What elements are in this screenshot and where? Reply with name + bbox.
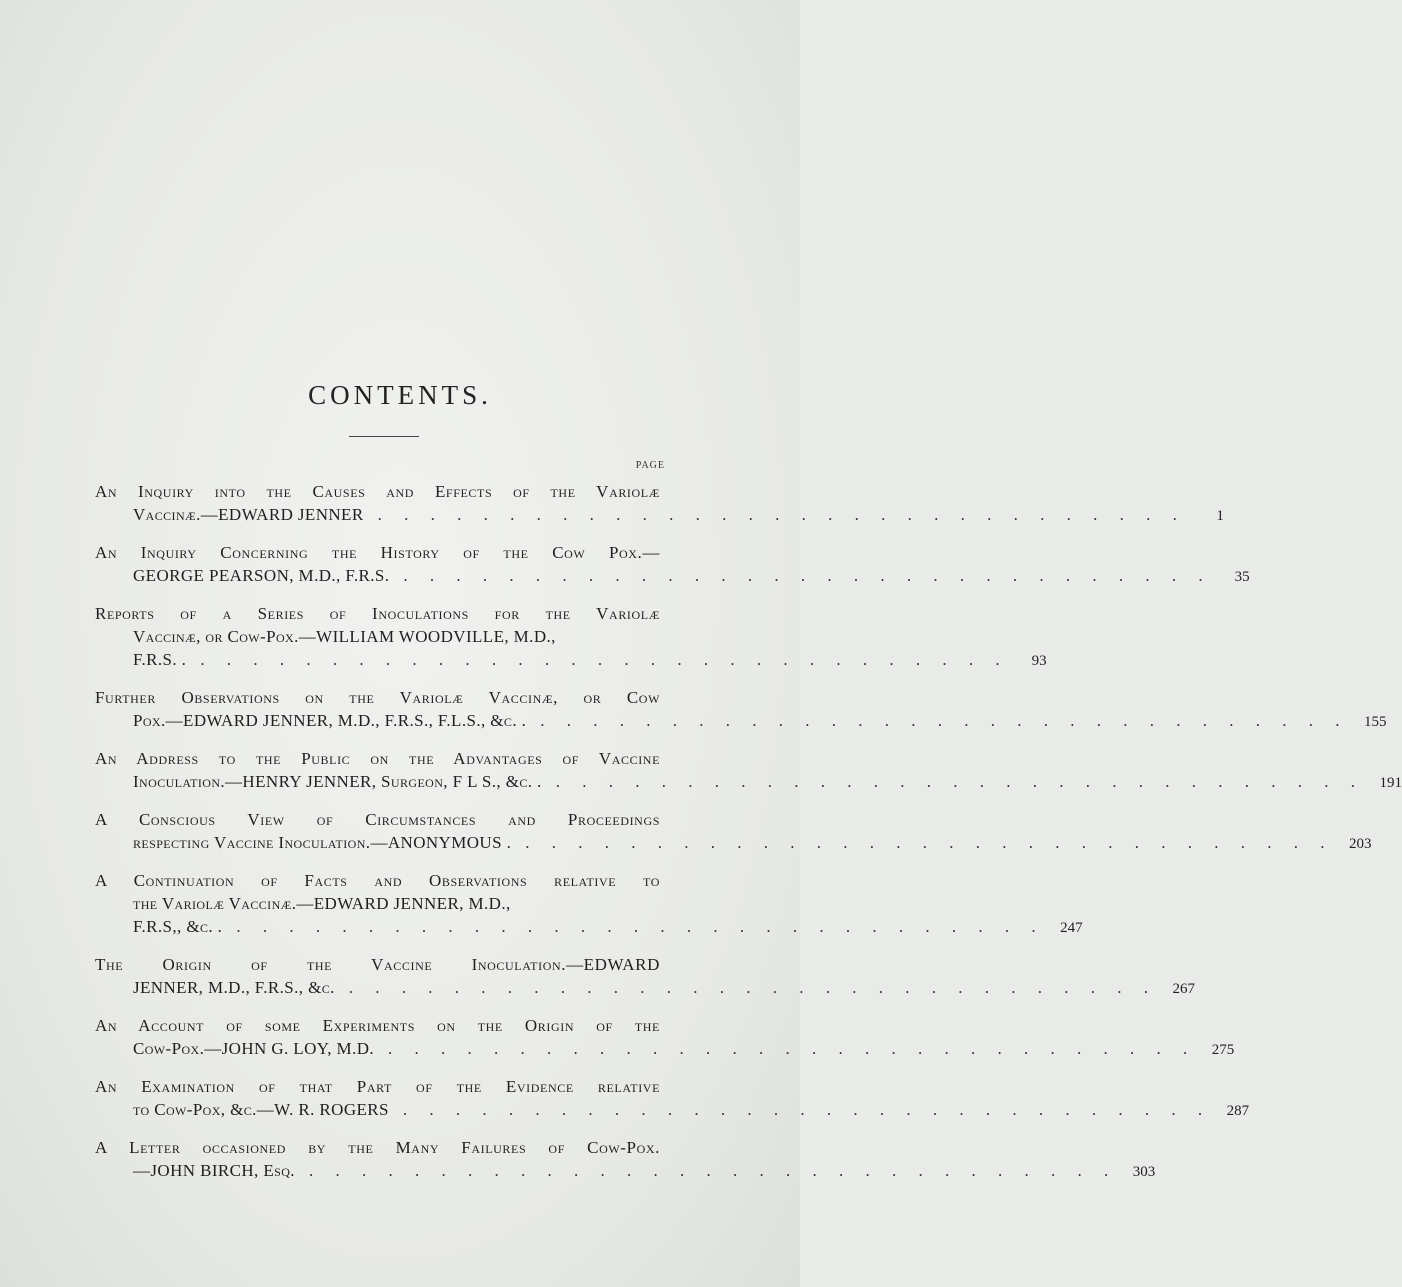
page-column-header: PAGE bbox=[635, 460, 665, 471]
dot-leader: . . . . . . . . . . . . . . . . . . . . . . . . . . . . . . . bbox=[403, 566, 1212, 585]
contents-entry bbox=[95, 1014, 1235, 1062]
entry-title-line: An Inquiry Concerning the History of the Cow Pox.— bbox=[95, 543, 660, 562]
contents-entry bbox=[95, 480, 1224, 528]
contents-entry bbox=[95, 808, 1372, 856]
page-number: 35 bbox=[1234, 569, 1250, 585]
entry-title-line: A Letter occasioned by the Many Failures of Cow-Pox. bbox=[95, 1138, 660, 1157]
contents-list bbox=[95, 480, 1402, 1197]
dot-leader: . . . . . . . . . . . . . . . . . . . . . . . . . . . . . . . bbox=[555, 772, 1364, 791]
entry-author-line: Vaccinæ.—EDWARD JENNER bbox=[133, 505, 364, 524]
entry-author-line: F.R.S. . bbox=[133, 650, 187, 669]
page-number: 203 bbox=[1349, 836, 1372, 852]
entry-author-line: respecting Vaccine Inoculation.—ANONYMOUS . bbox=[133, 833, 512, 852]
entry-final-line bbox=[95, 564, 1250, 589]
contents-entry bbox=[95, 1075, 1250, 1123]
dot-leader: . . . . . . . . . . . . . . . . . . . . . . . . . . . . . . . bbox=[402, 1100, 1212, 1119]
entry-final-line bbox=[95, 976, 1196, 1001]
entry-author-line: JENNER, M.D., F.R.S., &c. bbox=[133, 978, 335, 997]
entry-final-line bbox=[95, 770, 1402, 795]
entry-author-line: F.R.S,, &c. . bbox=[133, 917, 223, 936]
entry-author-line: Pox.—EDWARD JENNER, M.D., F.R.S., F.L.S., &c. . bbox=[133, 711, 527, 730]
entry-title-line: Further Observations on the Variolæ Vaccinæ, or Cow bbox=[95, 688, 660, 707]
dot-leader: . . . . . . . . . . . . . . . . . . . . . . . . . . . . . . . bbox=[348, 978, 1158, 997]
contents-entry bbox=[95, 747, 1402, 795]
contents-entry bbox=[95, 953, 1196, 1001]
contents-entry bbox=[95, 541, 1250, 589]
contents-entry bbox=[95, 869, 1083, 940]
dot-leader: . . . . . . . . . . . . . . . . . . . . . . . . . . . . . . . bbox=[236, 917, 1045, 936]
entry-author-line: —JOHN BIRCH, Esq. bbox=[133, 1161, 295, 1180]
page-number: 93 bbox=[1031, 653, 1047, 669]
entry-author-line: Inoculation.—HENRY JENNER, Surgeon, F L S., &c. . bbox=[133, 772, 542, 791]
page-number: 247 bbox=[1060, 920, 1083, 936]
entry-final-line bbox=[95, 915, 1083, 940]
page-number: 275 bbox=[1211, 1042, 1235, 1058]
entry-final-line bbox=[95, 503, 1224, 528]
entry-continuation-line: Vaccinæ, or Cow-Pox.—WILLIAM WOODVILLE, M.D., bbox=[133, 627, 556, 646]
dot-leader: . . . . . . . . . . . . . . . . . . . . . . . . . . . . . . . bbox=[308, 1161, 1118, 1180]
page-number: 303 bbox=[1132, 1164, 1156, 1180]
entry-final-line bbox=[95, 1159, 1156, 1184]
page-number: 267 bbox=[1172, 981, 1196, 997]
page-number: 287 bbox=[1226, 1103, 1250, 1119]
page-title: CONTENTS. bbox=[308, 380, 492, 410]
dot-leader: . . . . . . . . . . . . . . . . . . . . . . . . . . . . . . . bbox=[200, 650, 1009, 669]
entry-title-line: The Origin of the Vaccine Inoculation.—EDWARD bbox=[95, 955, 660, 974]
page-number: 155 bbox=[1364, 714, 1387, 730]
contents-entry bbox=[95, 686, 1387, 734]
entry-title-line: An Inquiry into the Causes and Effects of the Variolæ bbox=[95, 482, 660, 501]
dot-leader: . . . . . . . . . . . . . . . . . . . . . . . . . . . . . . . bbox=[525, 833, 1334, 852]
title-rule bbox=[349, 436, 419, 437]
entry-author-line: GEORGE PEARSON, M.D., F.R.S. bbox=[133, 566, 390, 585]
entry-author-line: Cow-Pox.—JOHN G. LOY, M.D. bbox=[133, 1039, 375, 1058]
dot-leader: . . . . . . . . . . . . . . . . . . . . . . . . . . . . . . . bbox=[377, 505, 1186, 524]
contents-entry bbox=[95, 602, 1047, 673]
entry-title-line: An Account of some Experiments on the Origin of the bbox=[95, 1016, 660, 1035]
entry-title-line: A Continuation of Facts and Observations relative to bbox=[95, 871, 660, 890]
dot-leader: . . . . . . . . . . . . . . . . . . . . . . . . . . . . . . . bbox=[540, 711, 1349, 730]
page-number: 1 bbox=[1216, 508, 1224, 524]
entry-author-line: to Cow-Pox, &c.—W. R. ROGERS bbox=[133, 1100, 389, 1119]
dot-leader: . . . . . . . . . . . . . . . . . . . . . . . . . . . . . . . bbox=[388, 1039, 1197, 1058]
entry-title-line: An Address to the Public on the Advantages of Vaccine bbox=[95, 749, 660, 768]
page-number: 191 bbox=[1379, 775, 1402, 791]
entry-final-line bbox=[95, 831, 1372, 856]
entry-continuation-line: the Variolæ Vaccinæ.—EDWARD JENNER, M.D., bbox=[133, 894, 511, 913]
entry-final-line bbox=[95, 709, 1387, 734]
entry-final-line bbox=[95, 1037, 1235, 1062]
contents-entry bbox=[95, 1136, 1156, 1184]
entry-final-line bbox=[95, 648, 1047, 673]
entry-title-line: An Examination of that Part of the Evidence relative bbox=[95, 1077, 660, 1096]
entry-title-line: A Conscious View of Circumstances and Proceedings bbox=[95, 810, 660, 829]
entry-final-line bbox=[95, 1098, 1250, 1123]
entry-title-line: Reports of a Series of Inoculations for the Variolæ bbox=[95, 604, 660, 623]
